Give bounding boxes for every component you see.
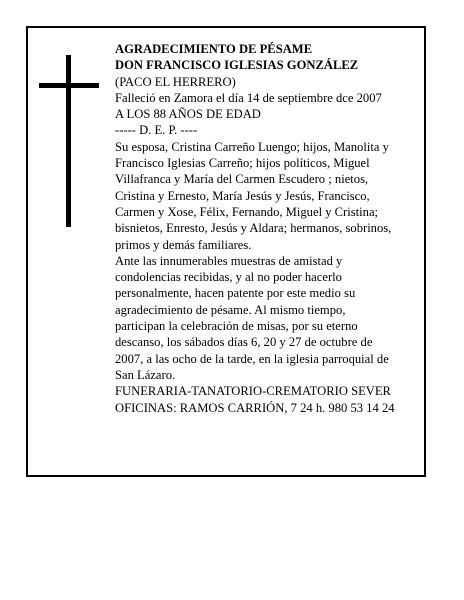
family-line: Cristina y Ernesto, María Jesús y Jesús, Francisco, — [115, 188, 370, 203]
family-line: Carmen y Xose, Félix, Fernando, Miguel y Cristina; — [115, 204, 379, 219]
thanks-paragraph — [115, 253, 425, 383]
death-info: Falleció en Zamora el día 14 de septiembre dce 2007 — [115, 90, 382, 105]
funeral-home: FUNERARIA-TANATORIO-CREMATORIO SEVER — [115, 384, 391, 399]
notice-heading: AGRADECIMIENTO DE PÉSAME — [115, 42, 313, 56]
deceased-nickname: (PACO EL HERRERO) — [115, 74, 236, 89]
cross-icon — [39, 55, 99, 227]
thanks-line: San Lázaro. — [115, 367, 176, 382]
thanks-line: descanso, los sábados días 6, 20 y 27 de octubre de — [115, 335, 373, 350]
deceased-name: DON FRANCISCO IGLESIAS GONZÁLEZ — [115, 58, 359, 73]
thanks-line: personalmente, hacen patente por este medio su — [115, 286, 356, 301]
obituary-notice — [26, 26, 426, 477]
thanks-line: condolencias recibidas, y al no poder hacerlo — [115, 270, 342, 285]
thanks-line: participan la celebración de misas, por su eterno — [115, 319, 358, 334]
offices-line: OFICINAS: RAMOS CARRIÓN, 7 24 h. 980 53 14 24 — [115, 400, 395, 415]
thanks-line: agradecimiento de pésame. Al mismo tiempo, — [115, 302, 346, 317]
age-line: A LOS 88 AÑOS DE EDAD — [115, 107, 261, 122]
family-line: bisnietos, Enresto, Jesús y Aldara; hermanos, sobrinos, — [115, 221, 392, 236]
thanks-line: 2007, a las ocho de la tarde, en la iglesia parroquial de — [115, 351, 389, 366]
family-line: Su esposa, Cristina Carreño Luengo; hijos, Manolita y — [115, 139, 389, 154]
cross-horizontal-bar — [39, 83, 99, 88]
family-line: Villafranca y María del Carmen Escudero ; nietos, — [115, 172, 369, 187]
family-paragraph — [115, 139, 425, 253]
cross-vertical-bar — [66, 55, 71, 227]
rip-line: ----- D. E. P. ---- — [115, 123, 198, 138]
family-line: Francisco Iglesias Carreño; hijos políticos, Miguel — [115, 156, 370, 171]
family-line: primos y demás familiares. — [115, 237, 252, 252]
notice-text — [115, 41, 425, 416]
thanks-line: Ante las innumerables muestras de amistad y — [115, 253, 343, 268]
